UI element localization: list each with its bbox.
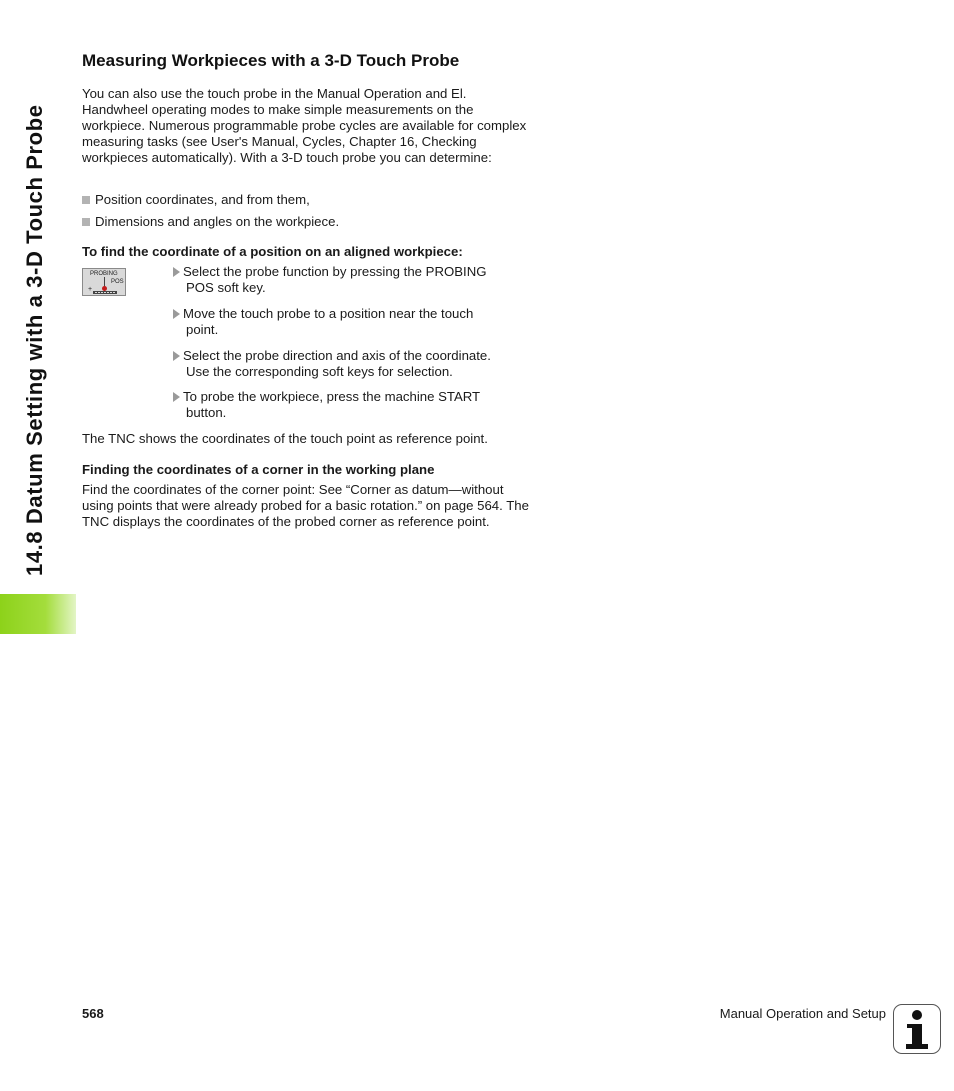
probing-pos-softkey-icon xyxy=(82,268,126,296)
chapter-side-title xyxy=(18,40,58,580)
softkey-label: POS xyxy=(111,279,124,285)
list-item: Position coordinates, and from them, xyxy=(82,192,310,208)
procedure-step: Move the touch probe to a position near the touch point. xyxy=(173,306,533,338)
info-icon xyxy=(893,1004,941,1054)
step-arrow-icon xyxy=(173,309,180,319)
corner-heading: Finding the coordinates of a corner in the working plane xyxy=(82,462,435,477)
corner-paragraph: Find the coordinates of the corner point: See “Corner as datum—without using points that were already probed for a basic rotation.” on page 564. The TNC displays the coordinates of the probed corner as reference point. xyxy=(82,482,529,529)
bullet-square-icon xyxy=(82,218,90,226)
chapter-tab-marker xyxy=(0,594,76,634)
procedure-step: Select the probe function by pressing the PROBING POS soft key. xyxy=(173,264,533,296)
procedure-step: To probe the workpiece, press the machine START button. xyxy=(173,389,533,421)
procedure-result: The TNC shows the coordinates of the touch point as reference point. xyxy=(82,431,488,446)
bullet-square-icon xyxy=(82,196,90,204)
procedure-heading: To find the coordinate of a position on an aligned workpiece: xyxy=(82,244,463,259)
page-number: 568 xyxy=(82,1006,104,1021)
workpiece-icon xyxy=(93,291,117,294)
step-arrow-icon xyxy=(173,267,180,277)
softkey-label: PROBING xyxy=(90,271,118,277)
softkey-label: + xyxy=(88,286,93,293)
intro-paragraph: You can also use the touch probe in the Manual Operation and El. Handwheel operating modes to make simple measurements on the workpiece. Numerous programmable probe cycles are available for complex measuring tasks (see User's Manual, Cycles, Chapter 16, Checking workpieces automatically). With a 3-D touch probe you can determine: xyxy=(82,86,527,165)
step-arrow-icon xyxy=(173,351,180,361)
chapter-side-title-text: 14.8 Datum Setting with a 3-D Touch Probe xyxy=(22,104,47,576)
step-arrow-icon xyxy=(173,392,180,402)
procedure-step: Select the probe direction and axis of the coordinate. Use the corresponding soft keys for selection. xyxy=(173,348,533,380)
section-title: Measuring Workpieces with a 3-D Touch Probe xyxy=(82,51,460,70)
list-item: Dimensions and angles on the workpiece. xyxy=(82,214,339,230)
footer-chapter-title: Manual Operation and Setup xyxy=(719,1006,886,1021)
